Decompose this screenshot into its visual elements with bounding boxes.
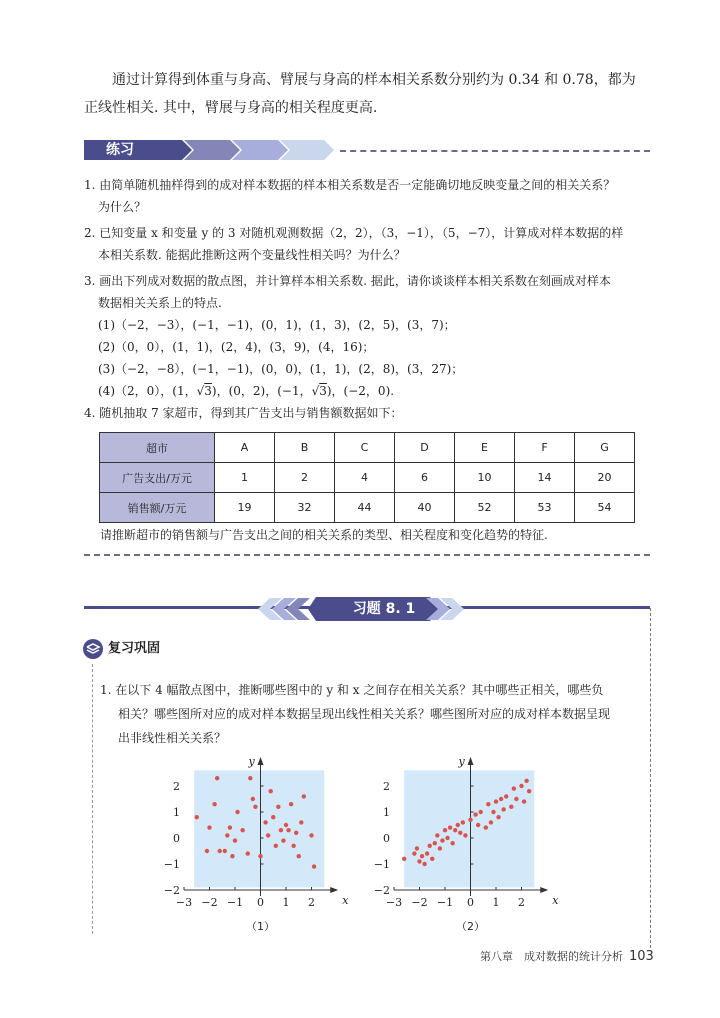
- x-tick-label: −2: [201, 896, 218, 909]
- data-point: [215, 776, 219, 780]
- y-tick-label: 2: [383, 780, 390, 793]
- page-footer: [480, 948, 654, 964]
- practice-title: 练习: [106, 142, 134, 158]
- data-point: [445, 836, 449, 840]
- y-tick-label: −1: [163, 858, 180, 871]
- sqrt-sign-2: √: [311, 384, 320, 398]
- data-point: [486, 802, 490, 806]
- data-point: [205, 849, 209, 853]
- layers-icon: [82, 638, 104, 660]
- exercise-q1-line1: 1. 在以下 4 幅散点图中，推断哪些图中的 y 和 x 之间存在相关关系？其中哪些正相关，哪些负: [100, 683, 604, 697]
- y-tick-label: 2: [173, 780, 180, 793]
- data-point: [276, 805, 280, 809]
- table-cell: 44: [335, 493, 395, 523]
- table-cell: 54: [575, 493, 635, 523]
- table-cell: 4: [335, 463, 395, 493]
- table-cell: 52: [455, 493, 515, 523]
- practice-q3-3: (3)（−2，−8），(−1，−1)，(0，0)，(1，1)，(2，8)，(3，27)；: [98, 362, 464, 376]
- x-axis-label: x: [552, 894, 559, 907]
- data-point: [450, 841, 454, 845]
- x-axis-arrow: [330, 887, 338, 893]
- data-point: [514, 797, 518, 801]
- sqrt-radicand-1: 3: [204, 384, 212, 398]
- data-point: [294, 831, 298, 835]
- table-row-header: 超市: [100, 433, 215, 463]
- exercise-q1-line2: 相关？哪些图所对应的成对样本数据呈现出线性相关关系？哪些图所对应的成对样本数据呈现: [118, 707, 611, 721]
- data-point: [494, 799, 498, 803]
- x-tick-label: 1: [282, 896, 290, 909]
- y-tick-label: 0: [383, 832, 390, 845]
- data-point: [489, 820, 493, 824]
- data-point: [225, 833, 229, 837]
- x-tick-label: −1: [436, 896, 454, 909]
- practice-q4-after: 请推断超市的销售额与广告支出之间的相关关系的类型、相关程度和变化趋势的特征.: [100, 528, 548, 542]
- y-axis-arrow: [258, 757, 264, 765]
- data-point: [473, 812, 477, 816]
- exercise-title: 习题 8. 1: [352, 601, 416, 617]
- data-point: [420, 854, 424, 858]
- data-point: [297, 854, 301, 858]
- ad-sales-table: [99, 432, 635, 523]
- table-cell: 1: [215, 463, 275, 493]
- y-axis-label: y: [248, 755, 255, 768]
- x-axis-arrow: [540, 887, 548, 893]
- table-cell: B: [275, 433, 335, 463]
- table-row-header: 销售额/万元: [100, 493, 215, 523]
- q3-4-pre: (4)（2，0），(1，: [98, 384, 197, 398]
- practice-dash-bottom: [84, 554, 650, 556]
- table-cell: F: [515, 433, 575, 463]
- data-point: [271, 815, 275, 819]
- data-point: [453, 828, 457, 832]
- table-cell: A: [215, 433, 275, 463]
- practice-q3-1: (1)（−2，−3），(−1，−1)，(0，1)，(1，3)，(2，5)，(3，7)；: [98, 318, 456, 332]
- table-cell: C: [335, 433, 395, 463]
- x-tick-label: 0: [467, 896, 474, 909]
- practice-q3-cont: 数据相关关系上的特点.: [98, 296, 222, 310]
- practice-banner: [84, 140, 334, 160]
- data-point: [240, 828, 244, 832]
- data-point: [291, 844, 295, 848]
- review-heading: 复习巩固: [108, 641, 161, 656]
- data-point: [228, 825, 232, 829]
- y-tick-label: −2: [373, 884, 390, 897]
- table-row: [100, 463, 635, 493]
- y-tick-label: 0: [173, 832, 180, 845]
- data-point: [312, 864, 316, 868]
- data-point: [425, 851, 429, 855]
- practice-q3-2: (2)（0，0），(1，1)，(2，4)，(3，9)，(4，16)；: [98, 340, 375, 354]
- y-tick-label: 1: [383, 806, 390, 819]
- data-point: [479, 810, 483, 814]
- data-point: [207, 825, 211, 829]
- table-row-header: 广告支出/万元: [100, 463, 215, 493]
- table-row: [100, 493, 635, 523]
- data-point: [299, 820, 303, 824]
- table-cell: 6: [395, 463, 455, 493]
- table-cell: 10: [455, 463, 515, 493]
- table-cell: 2: [275, 463, 335, 493]
- page-number: 103: [629, 949, 654, 964]
- data-point: [509, 805, 513, 809]
- sqrt-radicand-2: 3: [319, 384, 327, 398]
- data-point: [266, 833, 270, 837]
- table-cell: 32: [275, 493, 335, 523]
- plot-caption: （1）: [246, 920, 275, 933]
- table-cell: 53: [515, 493, 575, 523]
- data-point: [302, 794, 306, 798]
- exercise-q1: [100, 678, 660, 750]
- data-point: [281, 838, 285, 842]
- data-point: [422, 862, 426, 866]
- data-point: [527, 789, 531, 793]
- data-point: [524, 779, 528, 783]
- data-point: [286, 828, 290, 832]
- x-tick-label: −2: [411, 896, 428, 909]
- table-body: [100, 433, 635, 523]
- exercise-side-dash: [650, 608, 651, 948]
- practice-q1-cont: 为什么？: [98, 200, 147, 214]
- data-point: [412, 851, 416, 855]
- table-cell: E: [455, 433, 515, 463]
- data-point: [402, 857, 406, 861]
- scatter-plot-2: [368, 750, 568, 950]
- practice-dash-top: [340, 150, 650, 152]
- practice-q1: 1. 由简单随机抽样得到的成对样本数据的样本相关系数是否一定能确切地反映变量之间的相关关系？: [84, 178, 616, 192]
- data-point: [251, 797, 255, 801]
- q3-4-mid: )，(0，2)，(−1，: [211, 384, 312, 398]
- intro-line-1: 通过计算得到体重与身高、臂展与身高的样本相关系数分别约为 0.34 和 0.78，都为: [112, 72, 636, 88]
- practice-list: [84, 174, 664, 424]
- data-point: [443, 828, 447, 832]
- data-point: [501, 807, 505, 811]
- plot-caption: （2）: [456, 920, 485, 933]
- data-point: [491, 810, 495, 814]
- data-point: [195, 815, 199, 819]
- x-axis-label: x: [342, 894, 349, 907]
- data-point: [484, 825, 488, 829]
- table-cell: 14: [515, 463, 575, 493]
- data-point: [440, 838, 444, 842]
- data-point: [223, 849, 227, 853]
- data-point: [417, 859, 421, 863]
- practice-q3: 3. 画出下列成对数据的散点图，并计算样本相关系数. 据此，请你谈谈样本相关系数在刻画成对样本: [84, 274, 611, 288]
- data-point: [258, 854, 262, 858]
- data-point: [230, 854, 234, 858]
- q3-4-post: )，(−2，0).: [326, 384, 395, 398]
- sqrt-sign-1: √: [196, 384, 205, 398]
- y-tick-label: −1: [373, 858, 390, 871]
- plot-background: [194, 770, 324, 887]
- scatter-plot-1: [158, 750, 358, 950]
- data-point: [476, 823, 480, 827]
- data-point: [519, 784, 523, 788]
- data-point: [415, 846, 419, 850]
- intro-paragraph: [84, 66, 674, 122]
- data-point: [235, 810, 239, 814]
- y-axis-label: y: [458, 755, 465, 768]
- practice-q2: 2. 已知变量 x 和变量 y 的 3 对随机观测数据（2，2），（3，−1），（5，−7），计算成对样本数据的样: [84, 226, 624, 240]
- practice-q4: 4. 随机抽取 7 家超市，得到其广告支出与销售额数据如下：: [84, 406, 403, 420]
- data-point: [248, 776, 252, 780]
- data-point: [458, 831, 462, 835]
- data-point: [289, 802, 293, 806]
- data-point: [433, 841, 437, 845]
- y-axis-arrow: [468, 757, 474, 765]
- data-point: [269, 789, 273, 793]
- table-row: [100, 433, 635, 463]
- x-tick-label: −1: [226, 896, 244, 909]
- data-point: [274, 844, 278, 848]
- data-point: [218, 849, 222, 853]
- data-point: [456, 823, 460, 827]
- data-point: [468, 818, 472, 822]
- data-point: [435, 833, 439, 837]
- data-point: [284, 823, 288, 827]
- data-point: [504, 794, 508, 798]
- data-point: [246, 851, 250, 855]
- y-tick-label: 1: [173, 806, 180, 819]
- table-cell: 20: [575, 463, 635, 493]
- table-cell: D: [395, 433, 455, 463]
- table-cell: G: [575, 433, 635, 463]
- review-side-dash: [92, 664, 93, 934]
- y-tick-label: −2: [163, 884, 180, 897]
- exercise-q1-line3: 出非线性相关关系？: [118, 731, 227, 745]
- data-point: [212, 802, 216, 806]
- data-point: [461, 820, 465, 824]
- data-point: [253, 805, 257, 809]
- x-tick-label: −3: [175, 896, 193, 909]
- practice-q3-4: [84, 380, 664, 402]
- data-point: [499, 797, 503, 801]
- x-tick-label: 0: [257, 896, 264, 909]
- data-point: [309, 833, 313, 837]
- data-point: [438, 846, 442, 850]
- data-point: [428, 844, 432, 848]
- x-tick-label: −3: [385, 896, 403, 909]
- footer-chapter: 第八章 成对数据的统计分析: [480, 950, 623, 963]
- data-point: [463, 833, 467, 837]
- data-point: [496, 815, 500, 819]
- data-point: [448, 825, 452, 829]
- x-tick-label: 1: [492, 896, 500, 909]
- table-cell: 19: [215, 493, 275, 523]
- intro-line-2: 正线性相关. 其中，臂展与身高的相关程度更高.: [84, 100, 378, 116]
- practice-q2-cont: 本相关系数. 能据此推断这两个变量线性相关吗？为什么？: [98, 248, 406, 262]
- x-tick-label: 2: [518, 896, 525, 909]
- table-cell: 40: [395, 493, 455, 523]
- data-point: [512, 786, 516, 790]
- data-point: [430, 857, 434, 861]
- data-point: [279, 828, 283, 832]
- data-point: [522, 799, 526, 803]
- x-tick-label: 2: [308, 896, 315, 909]
- data-point: [233, 838, 237, 842]
- data-point: [263, 820, 267, 824]
